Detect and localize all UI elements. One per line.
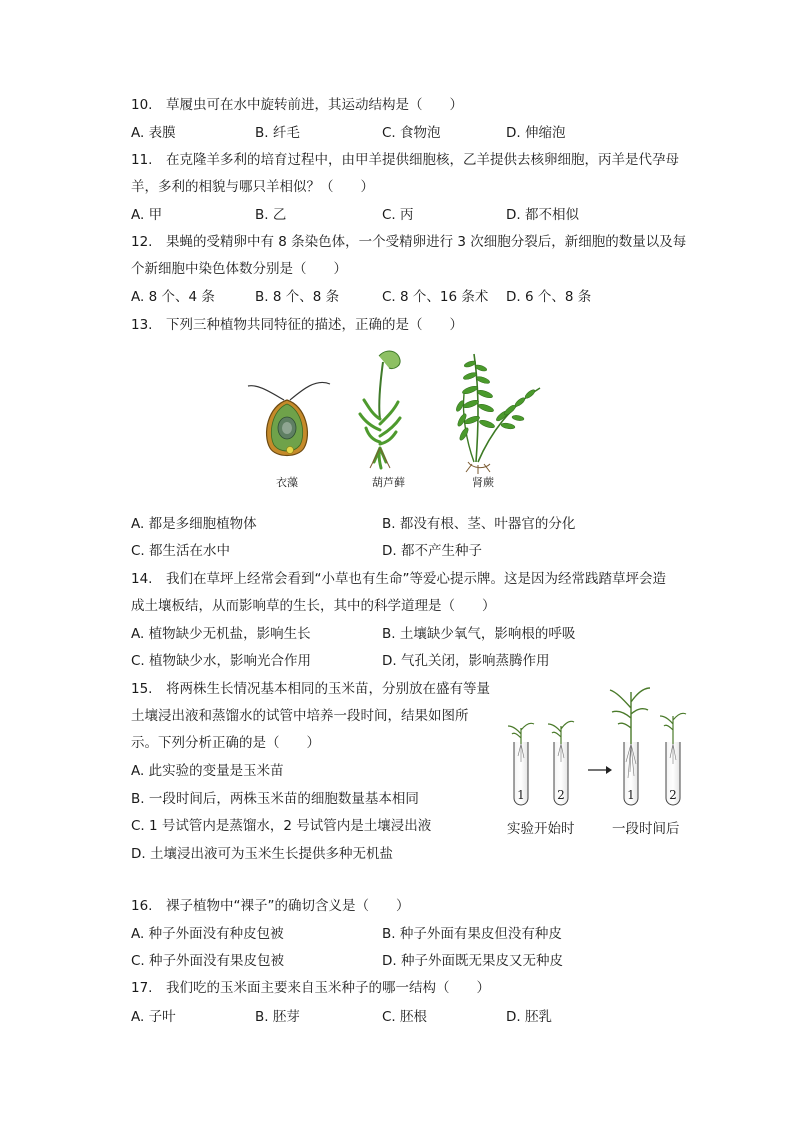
q14-stem-line2: 成土壤板结，从而影响草的生长，其中的科学道理是（ ） xyxy=(131,598,496,614)
q13-option-c: C. 都生活在水中 xyxy=(131,543,231,559)
q11-option-d: D. 都不相似 xyxy=(506,207,579,223)
q14-options-row1 xyxy=(131,625,611,643)
q16-option-c: C. 种子外面没有果皮包被 xyxy=(131,953,285,969)
moss-drawing xyxy=(360,351,400,468)
q14-options-row2 xyxy=(131,652,611,670)
q15-stem-line2: 土壤浸出液和蒸馏水的试管中培养一段时间，结果如图所 xyxy=(131,708,469,724)
tube-2-after-label: 2 xyxy=(669,788,677,802)
q13-stem: 13. 下列三种植物共同特征的描述，正确的是（ ） xyxy=(131,317,463,333)
q13-label-chlamydomonas: 衣藻 xyxy=(276,476,298,489)
q11-option-c: C. 丙 xyxy=(382,207,414,223)
q12-stem-line2: 个新细胞中染色体数分别是（ ） xyxy=(131,261,347,277)
q15-caption-after: 一段时间后 xyxy=(612,821,680,837)
q10-option-c: C. 食物泡 xyxy=(382,125,441,141)
tube-1-start-label: 1 xyxy=(517,788,525,802)
q17-options xyxy=(131,1008,611,1026)
q15-stem-line3: 示。下列分析正确的是（ ） xyxy=(131,735,320,751)
q16-options-row2 xyxy=(131,952,611,970)
q12-option-c: C. 8 个、16 条术 xyxy=(382,289,489,305)
q12-option-a: A. 8 个、4 条 xyxy=(131,289,215,305)
q12-stem-line1: 12. 果蝇的受精卵中有 8 条染色体，一个受精卵进行 3 次细胞分裂后，新细胞的数量以及每 xyxy=(131,234,687,250)
q16-option-b: B. 种子外面有果皮但没有种皮 xyxy=(382,926,562,942)
q14-option-b: B. 土壤缺少氧气，影响根的呼吸 xyxy=(382,626,576,642)
q12-option-b: B. 8 个、8 条 xyxy=(255,289,340,305)
q17-option-b: B. 胚芽 xyxy=(255,1009,300,1025)
q15-option-a: A. 此实验的变量是玉米苗 xyxy=(131,763,284,779)
q13-option-b: B. 都没有根、茎、叶器官的分化 xyxy=(382,516,576,532)
q11-option-b: B. 乙 xyxy=(255,207,287,223)
tube-1-after-label: 1 xyxy=(627,788,635,802)
q16-options-row1 xyxy=(131,925,611,943)
q15-option-c: C. 1 号试管内是蒸馏水，2 号试管内是土壤浸出液 xyxy=(131,818,432,834)
q15-option-d: D. 土壤浸出液可为玉米生长提供多种无机盐 xyxy=(131,846,393,862)
q15-stem-line1: 15. 将两株生长情况基本相同的玉米苗，分别放在盛有等量 xyxy=(131,681,490,697)
q16-option-a: A. 种子外面没有种皮包被 xyxy=(131,926,284,942)
tube-2-start-label: 2 xyxy=(557,788,565,802)
q14-option-c: C. 植物缺少水，影响光合作用 xyxy=(131,653,312,669)
q13-options-row1 xyxy=(131,515,611,533)
q13-options-row2 xyxy=(131,542,611,560)
q14-stem-line1: 14. 我们在草坪上经常会看到“小草也有生命”等爱心提示牌。这是因为经常践踏草坪会造 xyxy=(131,571,666,587)
q10-options xyxy=(131,124,611,142)
q12-options xyxy=(131,288,611,306)
q16-stem: 16. 裸子植物中“裸子”的确切含义是（ ） xyxy=(131,898,410,914)
arrow-icon xyxy=(588,766,612,774)
q13-option-d: D. 都不产生种子 xyxy=(382,543,482,559)
q11-stem-line1: 11. 在克隆羊多利的培育过程中，由甲羊提供细胞核，乙羊提供去核卵细胞，丙羊是代孕母 xyxy=(131,152,679,168)
q17-option-c: C. 胚根 xyxy=(382,1009,428,1025)
q13-plant-figure xyxy=(240,344,550,494)
chlamydomonas-drawing xyxy=(248,382,330,455)
fern-drawing xyxy=(455,354,540,474)
q12-option-d: D. 6 个、8 条 xyxy=(506,289,592,305)
q16-option-d: D. 种子外面既无果皮又无种皮 xyxy=(382,953,563,969)
q15-option-b: B. 一段时间后，两株玉米苗的细胞数量基本相同 xyxy=(131,791,419,807)
q17-option-d: D. 胚乳 xyxy=(506,1009,552,1025)
q17-option-a: A. 子叶 xyxy=(131,1009,176,1025)
q17-stem: 17. 我们吃的玉米面主要来自玉米种子的哪一结构（ ） xyxy=(131,980,490,996)
q11-options xyxy=(131,206,611,224)
q15-test-tube-figure xyxy=(498,682,698,812)
q11-option-a: A. 甲 xyxy=(131,207,163,223)
q10-option-b: B. 纤毛 xyxy=(255,125,300,141)
q14-option-a: A. 植物缺少无机盐，影响生长 xyxy=(131,626,311,642)
q13-option-a: A. 都是多细胞植物体 xyxy=(131,516,257,532)
q13-label-moss: 葫芦藓 xyxy=(372,476,405,489)
q15-caption-start: 实验开始时 xyxy=(507,821,575,837)
q13-label-fern: 肾蕨 xyxy=(472,476,494,489)
q10-stem: 10. 草履虫可在水中旋转前进，其运动结构是（ ） xyxy=(131,97,463,113)
q10-option-d: D. 伸缩泡 xyxy=(506,125,566,141)
q14-option-d: D. 气孔关闭，影响蒸腾作用 xyxy=(382,653,550,669)
q10-option-a: A. 表膜 xyxy=(131,125,176,141)
q11-stem-line2: 羊，多利的相貌与哪只羊相似？（ ） xyxy=(131,179,374,195)
